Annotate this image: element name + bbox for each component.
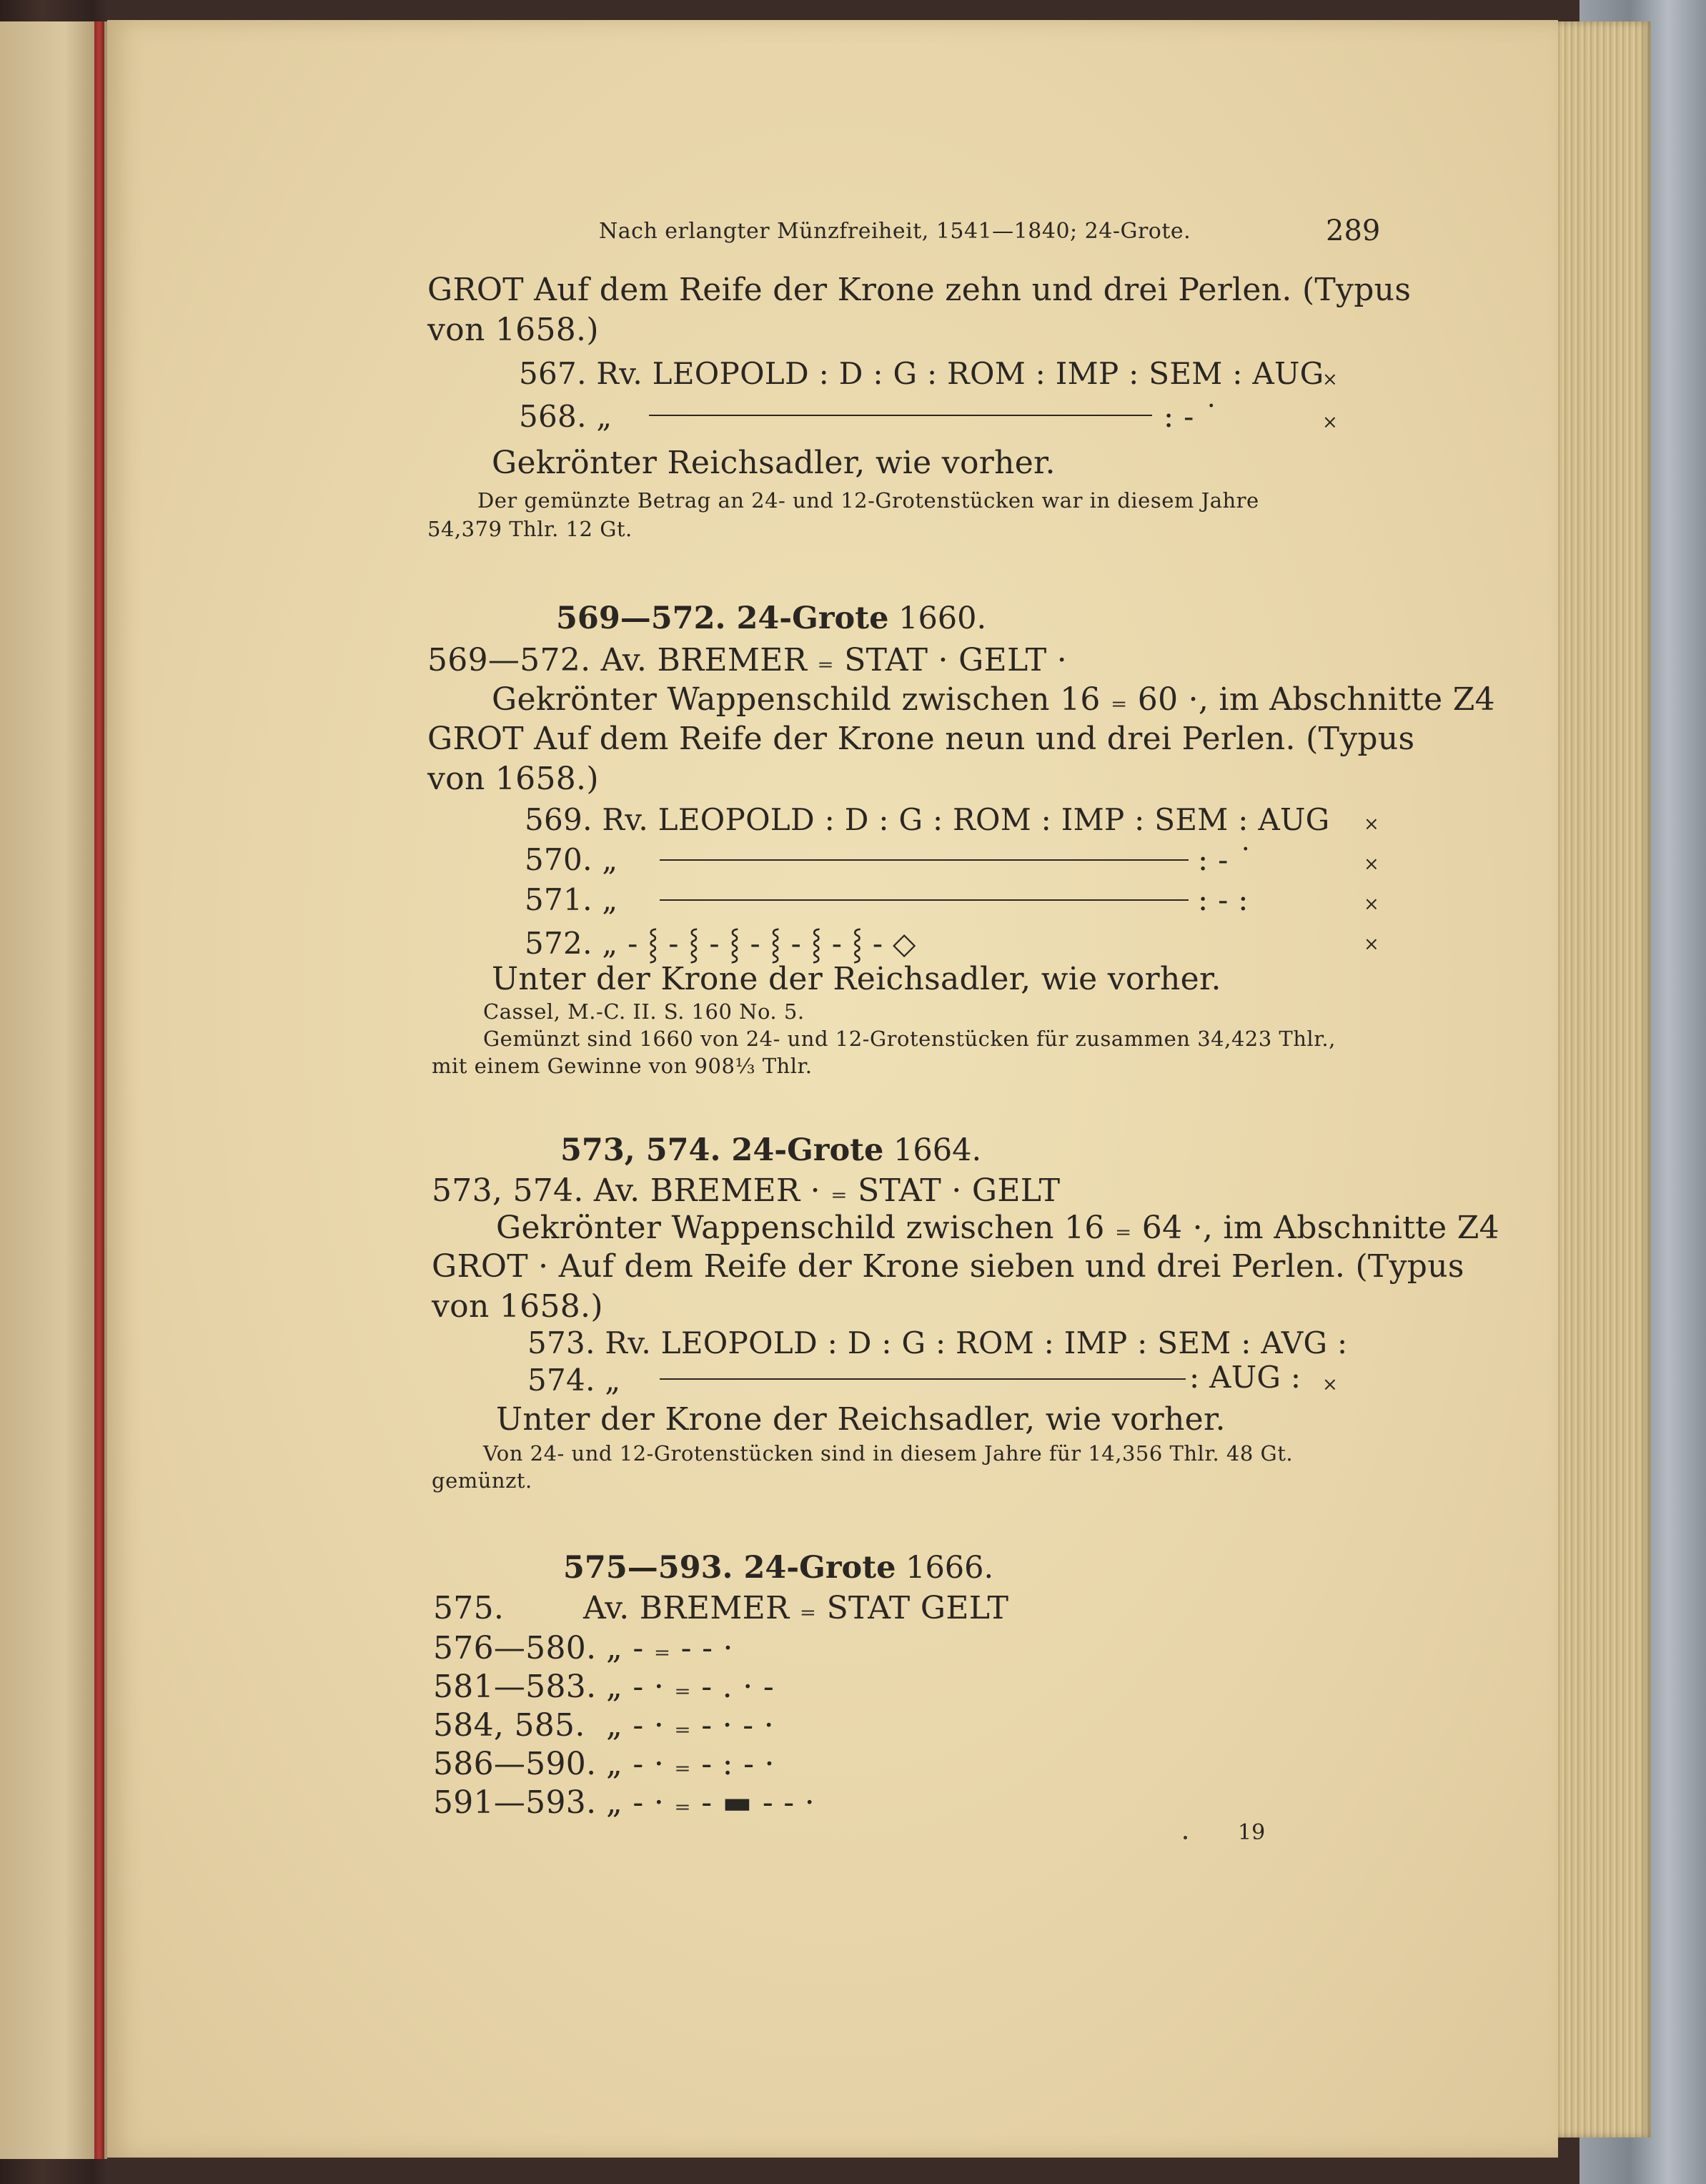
signature-mark: 19 [1238,1820,1266,1845]
reverse-description: Unter der Krone der Reichsadler, wie vorher. [496,1401,1226,1438]
section-heading-year: 1666. [906,1550,994,1586]
coin-row-569: 569. Rv. LEOPOLD : D : G : ROM : IMP : SEM : AUG [525,802,1330,837]
description-line: von 1658.) [432,1288,603,1325]
footnote-line: 54,379 Thlr. 12 Gt. [427,517,633,541]
page-number: 289 [1326,214,1381,247]
obverse-line: 573, 574. Av. BREMER · ₌ STAT · GELT [432,1172,1061,1209]
coin-row-567: 567. Rv. LEOPOLD : D : G : ROM : IMP : SEM : AUG [519,356,1324,391]
ditto-rule [660,1378,1186,1380]
footnote-line: Gemünzt sind 1660 von 24- und 12-Grotenstücken für zusammen 34,423 Thlr., [483,1027,1336,1051]
coin-row-570-label: 570. „ [525,842,618,877]
coin-row-number: 584, 585. [433,1707,585,1744]
description-line: Gekrönter Wappenschild zwischen 16 ₌ 60 ·, im Abschnitte Z4 [492,681,1495,718]
section-heading-number: 569—572. 24-Grote [556,601,889,636]
running-title: Nach erlangter Münzfreiheit, 1541—1840; 24-Grote. [599,219,1191,244]
cross-mark: × [1322,412,1338,433]
cross-mark: × [1364,894,1379,915]
section-heading-number: 575—593. 24-Grote [563,1550,896,1586]
section-heading-year: 1664. [893,1132,982,1168]
obverse-line: 569—572. Av. BREMER ₌ STAT · GELT · [427,642,1068,678]
ditto-rule [649,415,1152,416]
coin-row-568-tail: : - ˙ [1164,399,1219,434]
reverse-description: Unter der Krone der Reichsadler, wie vorher. [492,961,1221,997]
footnote-line: gemünzt. [432,1468,532,1493]
description-line: von 1658.) [427,761,599,797]
cross-mark: × [1364,814,1379,835]
coin-row-text: „ - · ₌ - ▬ - - · [606,1784,815,1821]
description-line: GROT Auf dem Reife der Krone neun und drei Perlen. (Typus [427,721,1415,757]
reverse-description: Gekrönter Reichsadler, wie vorher. [492,445,1056,481]
coin-row-text: „ - · ₌ - . · - [606,1669,774,1705]
section-heading [563,1550,993,1586]
coin-row-573: 573. Rv. LEOPOLD : D : G : ROM : IMP : SEM : AVG : [527,1325,1348,1360]
footnote-line: mit einem Gewinne von 908⅓ Thlr. [432,1054,813,1078]
footnote-line: Cassel, M.-C. II. S. 160 No. 5. [483,999,805,1024]
coin-row-568-label: 568. „ [519,399,613,434]
coin-row-number: 581—583. [433,1669,597,1705]
coin-row-571-label: 571. „ [525,882,618,917]
ditto-rule [660,899,1189,901]
left-page-edge [0,21,107,2159]
coin-row-570-tail: : - ˙ [1198,842,1254,877]
section-heading-year: 1660. [898,601,987,636]
coin-row-572: 572. „ - ⸾ - ⸾ - ⸾ - ⸾ - ⸾ - ⸾ - ◇ [525,926,916,961]
coin-row-number: 576—580. [433,1630,597,1666]
ink-speck [1184,1836,1187,1839]
coin-row-571-tail: : - : [1198,882,1249,917]
coin-row-text: Av. BREMER ₌ STAT GELT [583,1590,1009,1626]
book-page [107,20,1558,2158]
ditto-rule [660,859,1189,861]
cross-mark: × [1364,854,1379,875]
coin-row-number: 586—590. [433,1746,597,1782]
description-line: GROT · Auf dem Reife der Krone sieben und drei Perlen. (Typus [432,1248,1464,1285]
coin-row-574-label: 574. „ [527,1363,621,1398]
cross-mark: × [1322,369,1338,390]
intro-line: GROT Auf dem Reife der Krone zehn und drei Perlen. (Typus [427,272,1412,308]
description-line: Gekrönter Wappenschild zwischen 16 ₌ 64 ·, im Abschnitte Z4 [496,1210,1499,1246]
section-heading [556,601,986,636]
coin-row-574-tail: : AUG : [1189,1360,1301,1395]
intro-line: von 1658.) [427,312,599,348]
footnote-line: Von 24- und 12-Grotenstücken sind in diesem Jahre für 14,356 Thlr. 48 Gt. [483,1441,1294,1466]
section-heading [560,1132,981,1168]
coin-row-text: „ - · ₌ - · - · [606,1707,774,1744]
coin-row-number: 575. [433,1590,505,1626]
cross-mark: × [1322,1374,1338,1395]
section-heading-number: 573, 574. 24-Grote [560,1132,884,1168]
footnote-line: Der gemünzte Betrag an 24- und 12-Grotenstücken war in diesem Jahre [477,488,1259,513]
coin-row-text: „ - ₌ - - · [606,1630,733,1666]
cross-mark: × [1364,934,1379,955]
coin-row-text: „ - · ₌ - : - · [606,1746,775,1782]
binding-edge [94,21,104,2159]
coin-row-number: 591—593. [433,1784,597,1821]
